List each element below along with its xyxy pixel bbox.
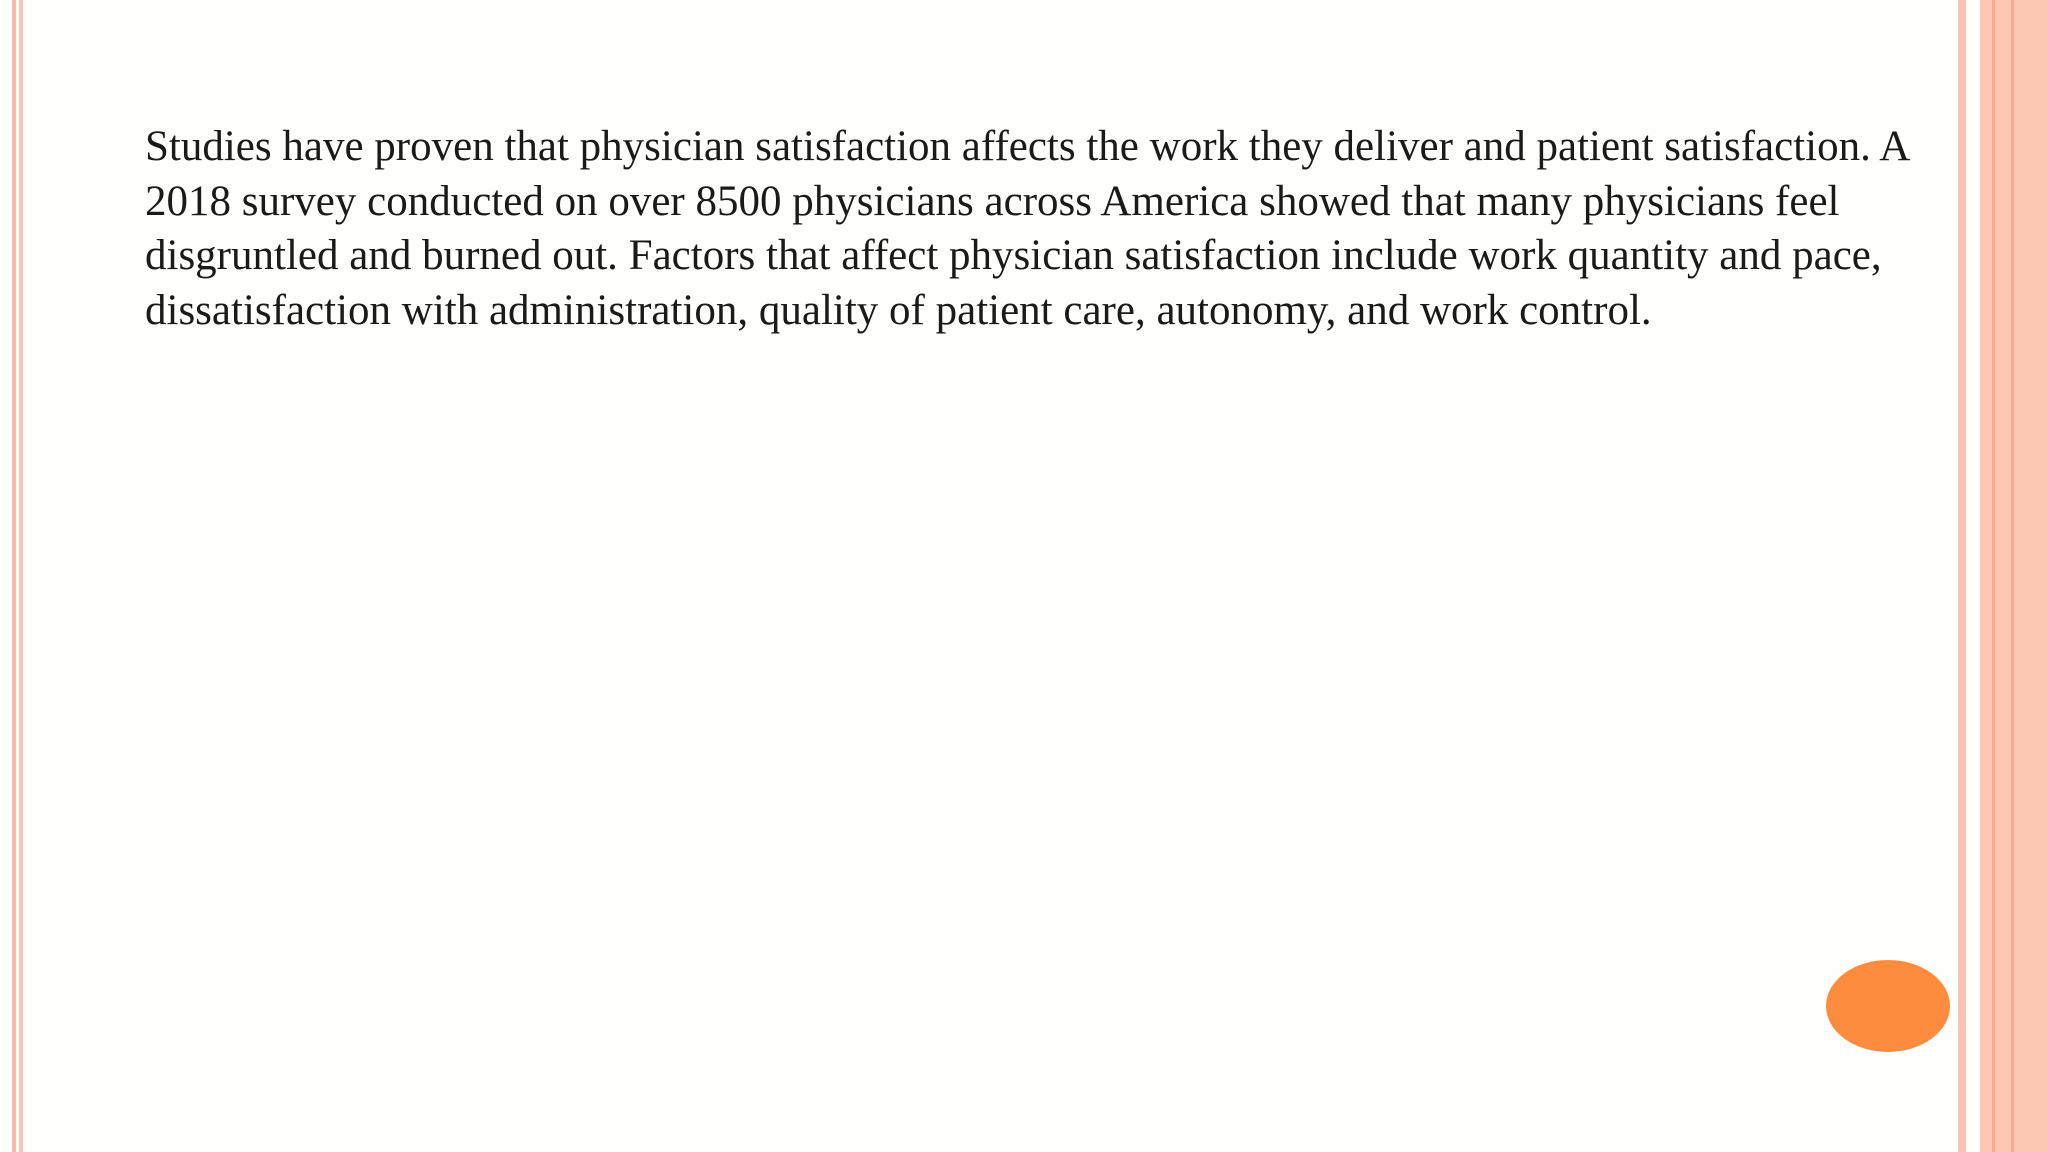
right-band-line-2 bbox=[2011, 0, 2014, 1152]
right-band-line-1 bbox=[1992, 0, 1995, 1152]
orange-circle-decoration bbox=[1826, 960, 1950, 1052]
slide-body-text: Studies have proven that physician satisfaction affects the work they deliver and patient satisfaction. A 2018 survey conducted on over 8500 physicians across America showed that many physicians feel disgruntled and burned out. Factors that affect physician satisfaction include work quantity and pace, dissatisfaction with administration, quality of patient care, autonomy, and work control. bbox=[145, 123, 1908, 334]
right-border-stripe bbox=[1958, 0, 1966, 1152]
right-decorative-band bbox=[1980, 0, 2048, 1152]
left-border-stripe-outer bbox=[12, 0, 16, 1152]
left-border-stripe-inner bbox=[19, 0, 23, 1152]
